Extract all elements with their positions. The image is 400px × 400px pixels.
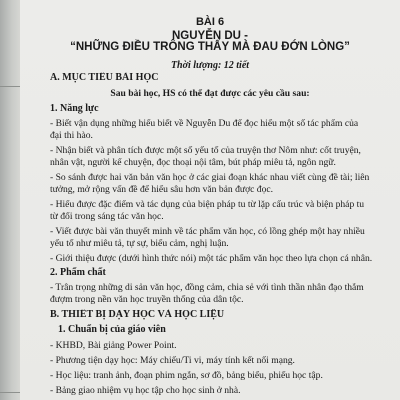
lesson-number: BÀI 6 [195,16,225,28]
paragraph-line: nhân vật, người kể chuyện, đọc thoại nội tâm, bút pháp miêu tả, ngôn ngữ. [50,157,336,168]
section-a-intro: Sau bài học, HS có thể đạt được các yêu cầu sau: [110,88,310,99]
paragraph-line: - Viết được bài văn thuyết minh về tác phẩm văn học, có lồng ghép một hay nhiều [50,226,365,237]
paragraph-line: tưởng, mở rộng vấn đề để hiểu sâu hơn văn bản được đọc. [50,184,274,195]
section-b-heading: B. THIẾT BỊ DẠY HỌC VÀ HỌC LIỆU [50,309,225,320]
section-a-sub1-heading: 1. Năng lực [50,103,99,114]
lesson-title: “NHỮNG ĐIỀU TRÔNG THẤY MÀ ĐAU ĐỚN LÒNG” [70,41,350,53]
paragraph-line: - Bảng giao nhiệm vụ học tập cho học sinh ở nhà. [50,385,241,396]
paragraph-line: - Trân trọng những di sản văn học, đồng cảm, chia sẻ với tình thần nhân đạo thắm [50,282,364,293]
paragraph-line: - Biết vận dụng những hiểu biết về Nguyễn Du để đọc hiểu một số tác phẩm của [50,118,359,129]
lesson-author: NGUYỄN DU - [171,30,249,42]
paragraph-line: yếu tố như miêu tả, tự sự, biểu cảm, nghị luận. [50,238,229,249]
section-a-heading: A. MỤC TIÊU BÀI HỌC [50,72,159,83]
document-page [20,0,400,400]
paragraph-line: - Giới thiệu được (dưới hình thức nói) một tác phẩm văn học theo lựa chọn cá nhân. [50,253,373,264]
paragraph-line: - Phương tiện dạy học: Máy chiếu/Ti vi, máy tính kết nối mạng. [50,355,295,366]
paragraph-line: - KHBD, Bài giảng Power Point. [50,340,177,351]
paragraph-line: - Học liệu: tranh ảnh, đoạn phim ngắn, sơ đồ, bảng biểu, phiếu học tập. [50,370,323,381]
paragraph-line: - So sánh được hai văn bản văn học ở các giai đoạn khác nhau viết cùng đề tài; liên [50,172,370,183]
margin-rule [0,86,20,87]
paragraph-line: đại thi hào. [50,130,93,141]
paragraph-line: từ đối trong sáng tác văn học. [50,211,164,222]
left-margin-strip [0,0,20,400]
margin-rule [0,392,20,393]
paragraph-line: - Hiểu được đặc điểm và tác dụng của biện pháp tu từ lặp cấu trúc và biện pháp tu [50,199,365,210]
paragraph-line: - Nhận biết và phân tích được một số yếu tố của truyện thơ Nôm như: cốt truyện, [50,145,361,156]
lesson-duration: Thời lượng: 12 tiết [170,60,250,71]
paragraph-line: đượm trong nền văn học truyền thống của dân tộc. [50,294,244,305]
section-b-sub1-heading: 1. Chuẩn bị của giáo viên [58,324,166,335]
section-a-sub2-heading: 2. Phẩm chất [50,267,106,278]
